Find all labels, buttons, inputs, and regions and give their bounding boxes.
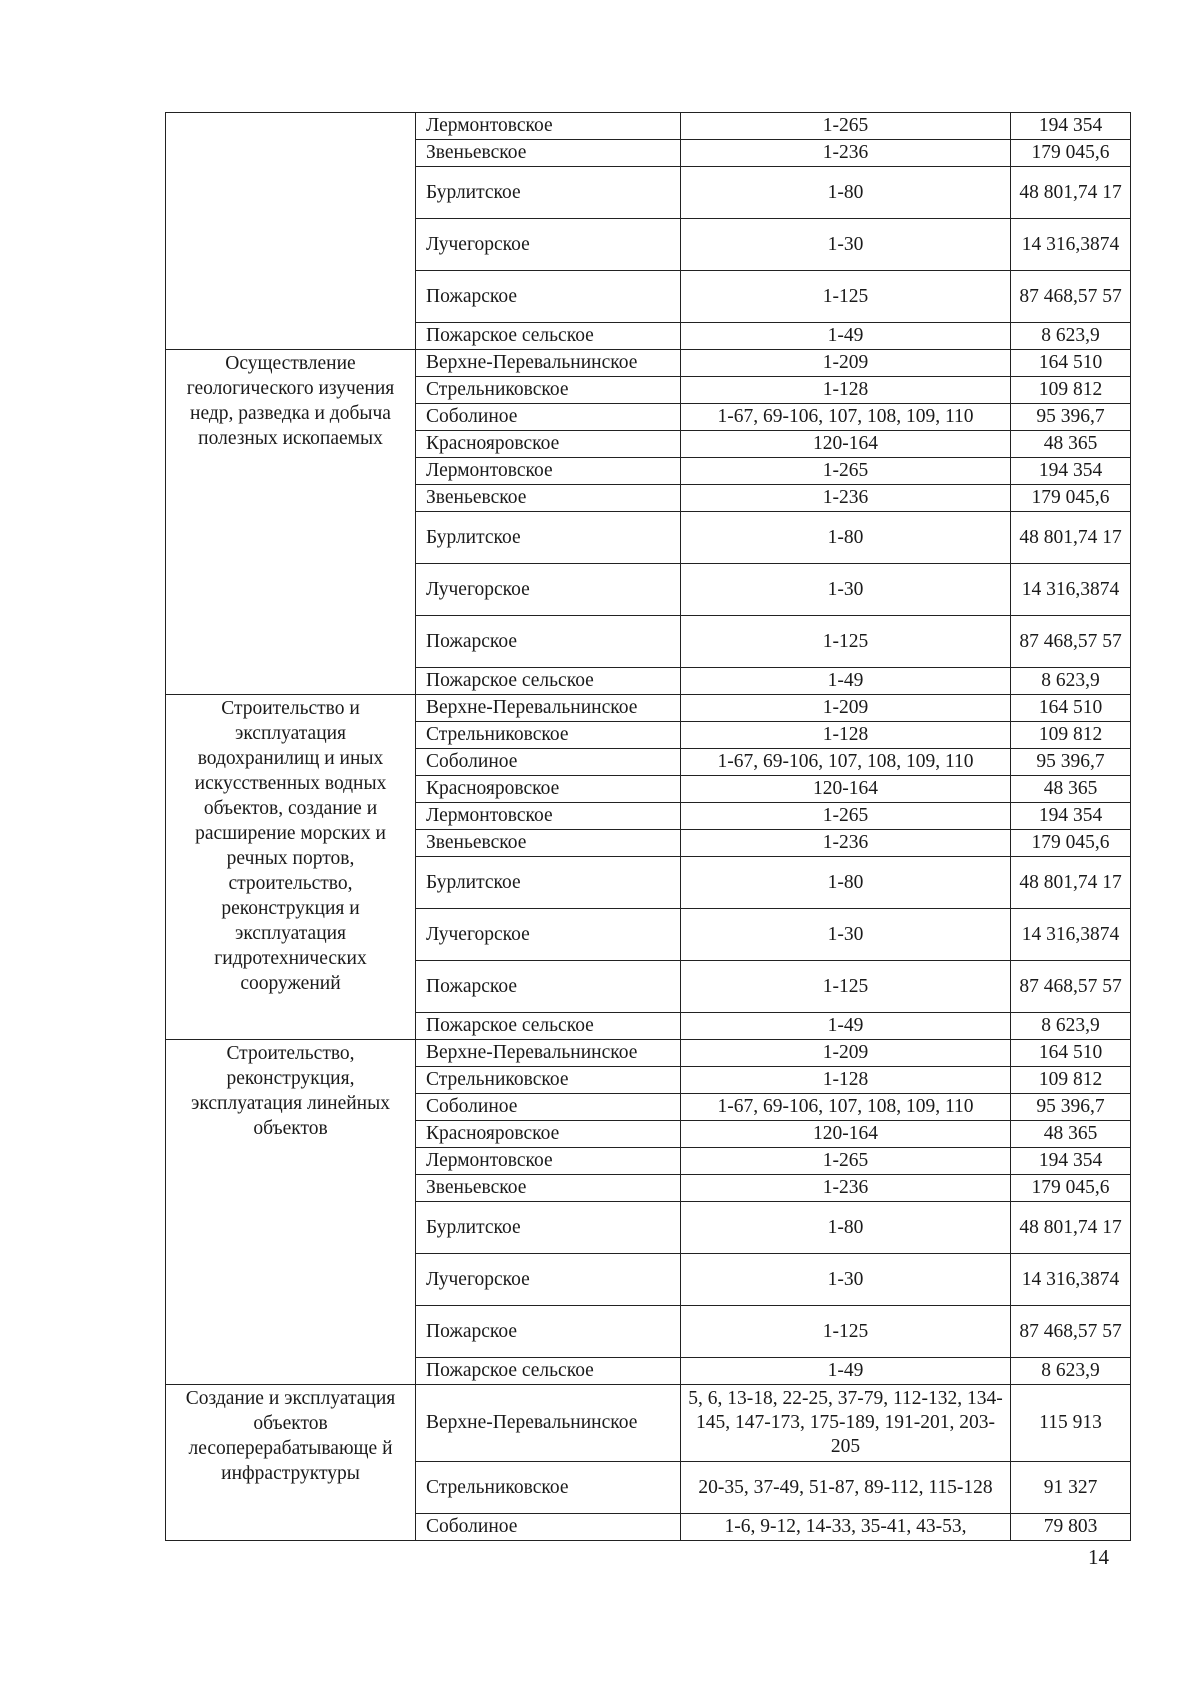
area-cell: 87 468,57 57: [1011, 1306, 1131, 1358]
district-name-cell: Звеньевское: [416, 830, 681, 857]
district-name-cell: Звеньевское: [416, 1175, 681, 1202]
district-name-cell: Лермонтовское: [416, 458, 681, 485]
plot-numbers-cell: 1-125: [681, 1306, 1011, 1358]
page-number: 14: [1088, 1545, 1109, 1569]
district-name-cell: Пожарское сельское: [416, 323, 681, 350]
plot-numbers-cell: 1-236: [681, 140, 1011, 167]
area-cell: 79 803: [1011, 1514, 1131, 1541]
district-name-cell: Лучегорское: [416, 909, 681, 961]
district-name-cell: Бурлитское: [416, 1202, 681, 1254]
plot-numbers-cell: 1-236: [681, 1175, 1011, 1202]
district-name-cell: Пожарское сельское: [416, 668, 681, 695]
district-name-cell: Пожарское: [416, 1306, 681, 1358]
area-cell: 91 327: [1011, 1462, 1131, 1514]
purpose-cell: Строительство и эксплуатация водохранилищ и иных искусственных водных объектов, создание и расширение морских и речных портов, строительство, реконструкция и эксплуатация гидротехнических сооружений: [166, 695, 416, 1040]
table-body: [166, 113, 1131, 1541]
district-name-cell: Лермонтовское: [416, 1148, 681, 1175]
district-name-cell: Краснояровское: [416, 1121, 681, 1148]
district-name-cell: Лучегорское: [416, 1254, 681, 1306]
district-name-cell: Краснояровское: [416, 431, 681, 458]
district-name-cell: Пожарское сельское: [416, 1013, 681, 1040]
area-cell: 48 801,74 17: [1011, 512, 1131, 564]
district-name-cell: Бурлитское: [416, 167, 681, 219]
plot-numbers-cell: 1-265: [681, 458, 1011, 485]
area-cell: 87 468,57 57: [1011, 961, 1131, 1013]
area-cell: 109 812: [1011, 1067, 1131, 1094]
area-cell: 14 316,3874: [1011, 1254, 1131, 1306]
district-name-cell: Бурлитское: [416, 857, 681, 909]
plot-numbers-cell: 1-67, 69-106, 107, 108, 109, 110: [681, 404, 1011, 431]
plot-numbers-cell: 1-128: [681, 377, 1011, 404]
district-name-cell: Звеньевское: [416, 485, 681, 512]
table-row: [166, 1040, 1131, 1067]
area-cell: 8 623,9: [1011, 668, 1131, 695]
district-name-cell: Соболиное: [416, 749, 681, 776]
area-cell: 48 365: [1011, 776, 1131, 803]
area-cell: 87 468,57 57: [1011, 271, 1131, 323]
plot-numbers-cell: 120-164: [681, 1121, 1011, 1148]
plot-numbers-cell: 1-209: [681, 1040, 1011, 1067]
plot-numbers-cell: 5, 6, 13-18, 22-25, 37-79, 112-132, 134-145, 147-173, 175-189, 191-201, 203-205: [681, 1385, 1011, 1462]
area-cell: 179 045,6: [1011, 485, 1131, 512]
district-name-cell: Стрельниковское: [416, 377, 681, 404]
district-name-cell: Звеньевское: [416, 140, 681, 167]
plot-numbers-cell: 1-125: [681, 271, 1011, 323]
plot-numbers-cell: 1-80: [681, 1202, 1011, 1254]
area-cell: 109 812: [1011, 377, 1131, 404]
area-cell: 194 354: [1011, 803, 1131, 830]
plot-numbers-cell: 1-236: [681, 485, 1011, 512]
area-cell: 48 365: [1011, 431, 1131, 458]
area-cell: 87 468,57 57: [1011, 616, 1131, 668]
plot-numbers-cell: 1-30: [681, 219, 1011, 271]
district-name-cell: Верхне-Перевальнинское: [416, 1040, 681, 1067]
district-name-cell: Бурлитское: [416, 512, 681, 564]
area-cell: 115 913: [1011, 1385, 1131, 1462]
plot-numbers-cell: 1-49: [681, 1013, 1011, 1040]
plot-numbers-cell: 1-80: [681, 857, 1011, 909]
area-cell: 179 045,6: [1011, 140, 1131, 167]
district-name-cell: Пожарское: [416, 961, 681, 1013]
area-cell: 14 316,3874: [1011, 219, 1131, 271]
area-cell: 8 623,9: [1011, 1013, 1131, 1040]
district-name-cell: Стрельниковское: [416, 1462, 681, 1514]
plot-numbers-cell: 1-30: [681, 1254, 1011, 1306]
area-cell: 8 623,9: [1011, 323, 1131, 350]
table-row: [166, 695, 1131, 722]
plot-numbers-cell: 1-49: [681, 668, 1011, 695]
area-cell: 164 510: [1011, 350, 1131, 377]
plot-numbers-cell: 1-265: [681, 803, 1011, 830]
area-cell: 194 354: [1011, 1148, 1131, 1175]
purpose-cell: Создание и эксплуатация объектов лесоперерабатывающе й инфраструктуры: [166, 1385, 416, 1541]
area-cell: 109 812: [1011, 722, 1131, 749]
purpose-cell: Осуществление геологического изучения недр, разведка и добыча полезных ископаемых: [166, 350, 416, 695]
plot-numbers-cell: 1-209: [681, 695, 1011, 722]
plot-numbers-cell: 120-164: [681, 431, 1011, 458]
plot-numbers-cell: 1-128: [681, 722, 1011, 749]
district-name-cell: Лучегорское: [416, 564, 681, 616]
plot-numbers-cell: 1-30: [681, 564, 1011, 616]
area-cell: 194 354: [1011, 458, 1131, 485]
district-name-cell: Лучегорское: [416, 219, 681, 271]
district-name-cell: Верхне-Перевальнинское: [416, 1385, 681, 1462]
district-name-cell: Соболиное: [416, 404, 681, 431]
area-cell: 48 365: [1011, 1121, 1131, 1148]
plot-numbers-cell: 1-265: [681, 1148, 1011, 1175]
area-cell: 179 045,6: [1011, 1175, 1131, 1202]
plot-numbers-cell: 1-67, 69-106, 107, 108, 109, 110: [681, 749, 1011, 776]
plot-numbers-cell: 1-67, 69-106, 107, 108, 109, 110: [681, 1094, 1011, 1121]
area-cell: 95 396,7: [1011, 404, 1131, 431]
plot-numbers-cell: 1-125: [681, 961, 1011, 1013]
district-name-cell: Соболиное: [416, 1094, 681, 1121]
district-name-cell: Лермонтовское: [416, 803, 681, 830]
district-name-cell: Лермонтовское: [416, 113, 681, 140]
area-cell: 48 801,74 17: [1011, 857, 1131, 909]
area-cell: 164 510: [1011, 1040, 1131, 1067]
plot-numbers-cell: 1-125: [681, 616, 1011, 668]
forest-district-table: [165, 112, 1131, 1541]
district-name-cell: Верхне-Перевальнинское: [416, 695, 681, 722]
plot-numbers-cell: 1-128: [681, 1067, 1011, 1094]
area-cell: 14 316,3874: [1011, 564, 1131, 616]
purpose-cell: Строительство, реконструкция, эксплуатация линейных объектов: [166, 1040, 416, 1385]
table-row: [166, 1385, 1131, 1462]
area-cell: 95 396,7: [1011, 1094, 1131, 1121]
plot-numbers-cell: 1-80: [681, 167, 1011, 219]
plot-numbers-cell: 1-6, 9-12, 14-33, 35-41, 43-53,: [681, 1514, 1011, 1541]
district-name-cell: Соболиное: [416, 1514, 681, 1541]
district-name-cell: Пожарское: [416, 271, 681, 323]
district-name-cell: Пожарское сельское: [416, 1358, 681, 1385]
area-cell: 179 045,6: [1011, 830, 1131, 857]
area-cell: 95 396,7: [1011, 749, 1131, 776]
plot-numbers-cell: 20-35, 37-49, 51-87, 89-112, 115-128: [681, 1462, 1011, 1514]
plot-numbers-cell: 1-265: [681, 113, 1011, 140]
district-name-cell: Краснояровское: [416, 776, 681, 803]
plot-numbers-cell: 120-164: [681, 776, 1011, 803]
plot-numbers-cell: 1-49: [681, 323, 1011, 350]
area-cell: 48 801,74 17: [1011, 1202, 1131, 1254]
purpose-cell: [166, 113, 416, 350]
table-row: [166, 113, 1131, 140]
plot-numbers-cell: 1-49: [681, 1358, 1011, 1385]
plot-numbers-cell: 1-30: [681, 909, 1011, 961]
area-cell: 194 354: [1011, 113, 1131, 140]
plot-numbers-cell: 1-236: [681, 830, 1011, 857]
area-cell: 14 316,3874: [1011, 909, 1131, 961]
plot-numbers-cell: 1-80: [681, 512, 1011, 564]
district-name-cell: Пожарское: [416, 616, 681, 668]
area-cell: 48 801,74 17: [1011, 167, 1131, 219]
area-cell: 164 510: [1011, 695, 1131, 722]
district-name-cell: Верхне-Перевальнинское: [416, 350, 681, 377]
plot-numbers-cell: 1-209: [681, 350, 1011, 377]
district-name-cell: Стрельниковское: [416, 722, 681, 749]
table-row: [166, 350, 1131, 377]
area-cell: 8 623,9: [1011, 1358, 1131, 1385]
district-name-cell: Стрельниковское: [416, 1067, 681, 1094]
